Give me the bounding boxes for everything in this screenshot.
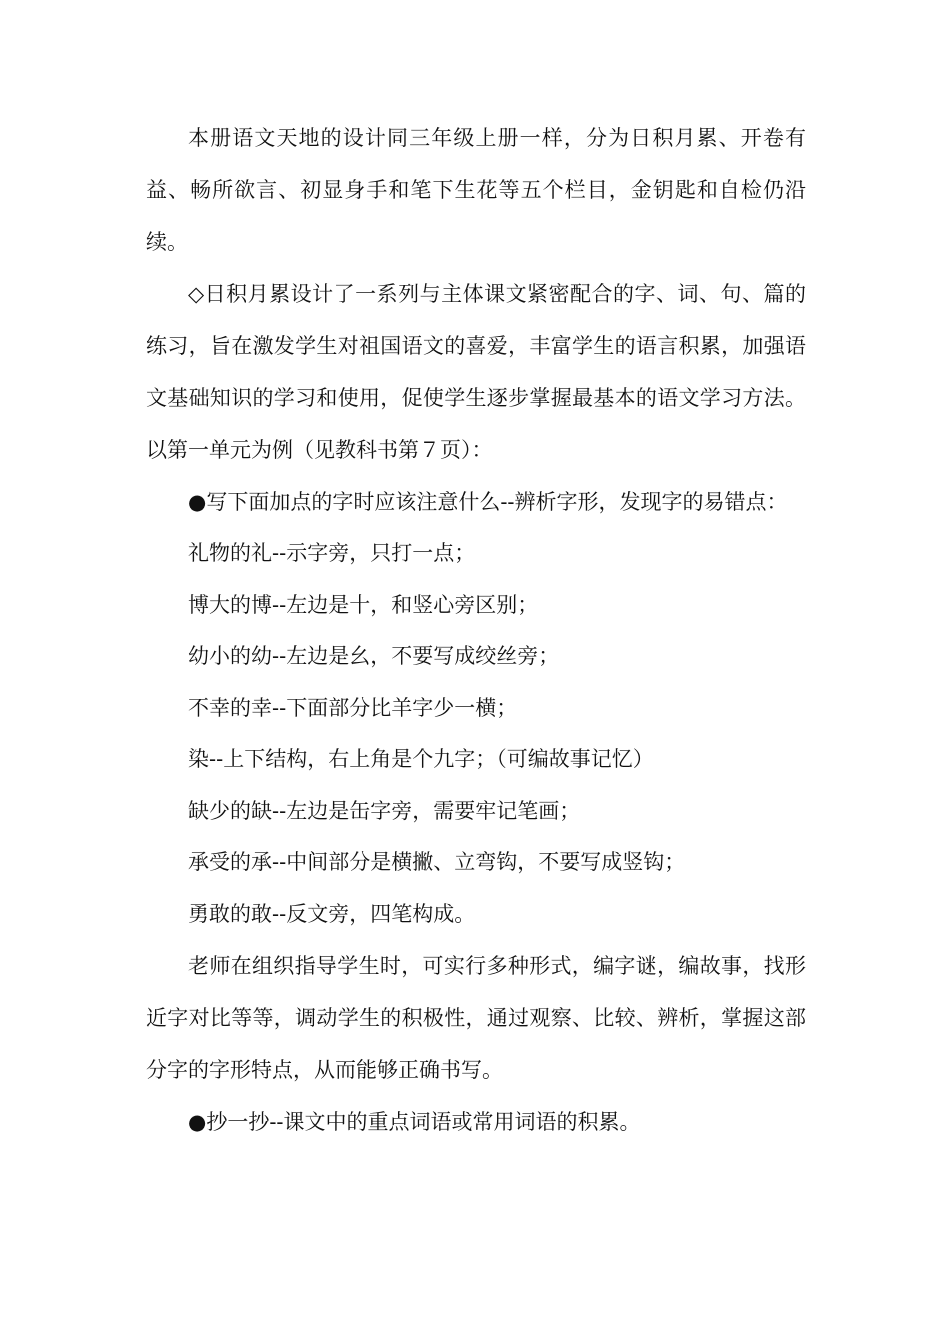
character-note: 缺少的缺--左边是缶字旁，需要牢记笔画；	[188, 798, 581, 823]
character-note: 勇敢的敢--反文旁，四笔构成。	[188, 901, 476, 926]
xiexia-paragraph: ●写下面加点的字时应该注意什么--辨析字形，发现字的易错点：	[188, 490, 788, 514]
character-note: 幼小的幼--左边是幺，不要写成绞丝旁；	[188, 644, 560, 668]
character-note: 礼物的礼--示字旁，只打一点；	[188, 541, 476, 565]
character-notes-list	[146, 528, 806, 940]
rijiyuelei-paragraph: ◇日积月累设计了一系列与主体课文紧密配合的字、词、句、篇的练习，旨在激发学生对祖国语文的喜爱，丰富学生的语言积累，加强语文基础知识的学习和使用，促使学生逐步掌握最基本的语文学习方法。以第一单元为例（见教科书第７页）：	[146, 282, 806, 462]
character-note: 不幸的幸--下面部分比羊字少一横；	[188, 695, 518, 720]
character-note: 博大的博--左边是十，和竖心旁区别；	[188, 592, 539, 617]
character-note: 染--上下结构，右上角是个九字；（可编故事记忆）	[188, 747, 654, 771]
character-note: 承受的承--中间部分是横撇、立弯钩，不要写成竖钩；	[188, 850, 686, 874]
document-body	[146, 112, 806, 1148]
teacher-paragraph: 老师在组织指导学生时，可实行多种形式，编字谜，编故事，找形近字对比等等，调动学生的积极性，通过观察、比较、辨析，掌握这部分字的字形特点，从而能够正确书写。	[146, 954, 806, 1082]
intro-paragraph: 本册语文天地的设计同三年级上册一样，分为日积月累、开卷有益、畅所欲言、初显身手和笔下生花等五个栏目，金钥匙和自检仍沿续。	[146, 126, 806, 254]
chaoyichao-paragraph: ●抄一抄--课文中的重点词语或常用词语的积累。	[188, 1110, 641, 1134]
